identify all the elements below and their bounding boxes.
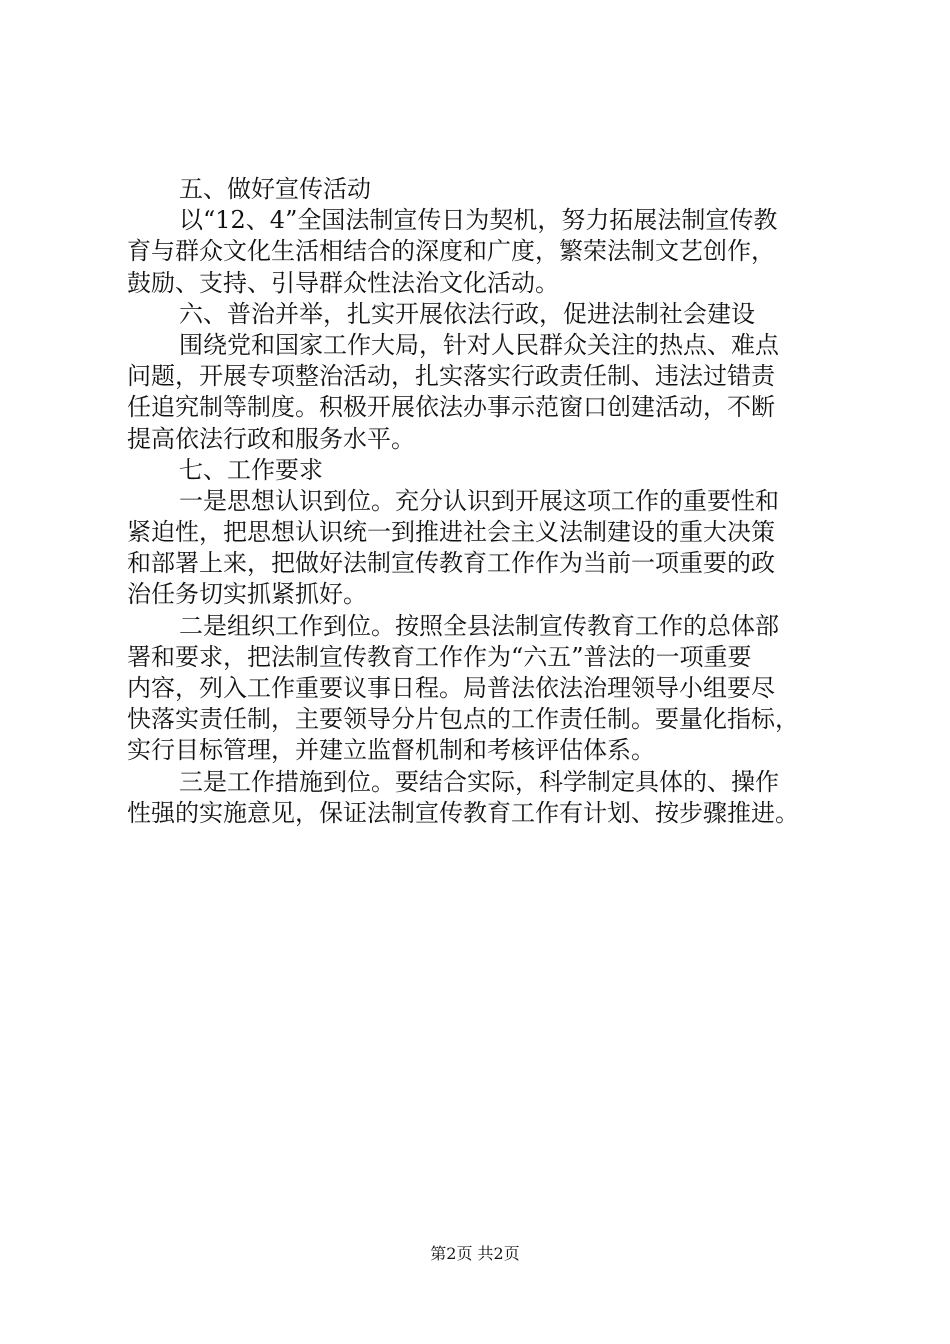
page-number-footer: 第2页 共2页 (430, 1244, 520, 1263)
section-heading-6 (127, 299, 847, 330)
paragraph-requirement-3 (127, 767, 847, 829)
text-line: 鼓励、支持、引导群众性法治文化活动。 (127, 268, 559, 297)
text-line: 二是组织工作到位。按照全县法制宣传教育工作的总体部 (179, 611, 779, 640)
text-line: 性强的实施意见，保证法制宣传教育工作有计划、按步骤推进。 (127, 798, 799, 827)
text-line: 六、普治并举，扎实开展依法行政，促进法制社会建设 (179, 299, 755, 328)
text-line: 以“12、4”全国法制宣传日为契机，努力拓展法制宣传教 (179, 206, 778, 235)
text-line: 任追究制等制度。积极开展依法办事示范窗口创建活动，不断 (127, 393, 775, 422)
section-heading-7 (127, 455, 847, 486)
text-line: 内容，列入工作重要议事日程。局普法依法治理领导小组要尽 (127, 674, 775, 702)
text-line: 快落实责任制，主要领导分片包点的工作责任制。要量化指标， (127, 705, 799, 734)
text-line: 紧迫性，把思想认识统一到推进社会主义法制建设的重大决策 (127, 518, 775, 547)
text-line: 治任务切实抓紧抓好。 (127, 580, 367, 609)
text-line: 问题，开展专项整治活动，扎实落实行政责任制、违法过错责 (127, 362, 775, 391)
paragraph-publicity (127, 205, 847, 299)
text-line: 五、做好宣传活动 (179, 175, 371, 203)
text-line: 围绕党和国家工作大局，针对人民群众关注的热点、难点 (179, 330, 779, 359)
text-line: 实行目标管理，并建立监督机制和考核评估体系。 (127, 736, 655, 765)
paragraph-requirement-2 (127, 611, 847, 767)
text-line: 署和要求，把法制宣传教育工作作为“六五”普法的一项重要 (127, 642, 752, 671)
text-line: 和部署上来，把做好法制宣传教育工作作为当前一项重要的政 (127, 549, 775, 578)
text-line: 育与群众文化生活相结合的深度和广度，繁荣法制文艺创作， (127, 237, 775, 266)
text-line: 一是思想认识到位。充分认识到开展这项工作的重要性和 (179, 486, 779, 515)
text-line: 三是工作措施到位。要结合实际，科学制定具体的、操作 (179, 767, 779, 796)
paragraph-requirement-1 (127, 486, 847, 611)
text-line: 提高依法行政和服务水平。 (127, 424, 415, 453)
document-body (127, 174, 847, 829)
section-heading-5 (127, 174, 847, 205)
text-line: 七、工作要求 (179, 455, 323, 484)
paragraph-governance (127, 330, 847, 455)
